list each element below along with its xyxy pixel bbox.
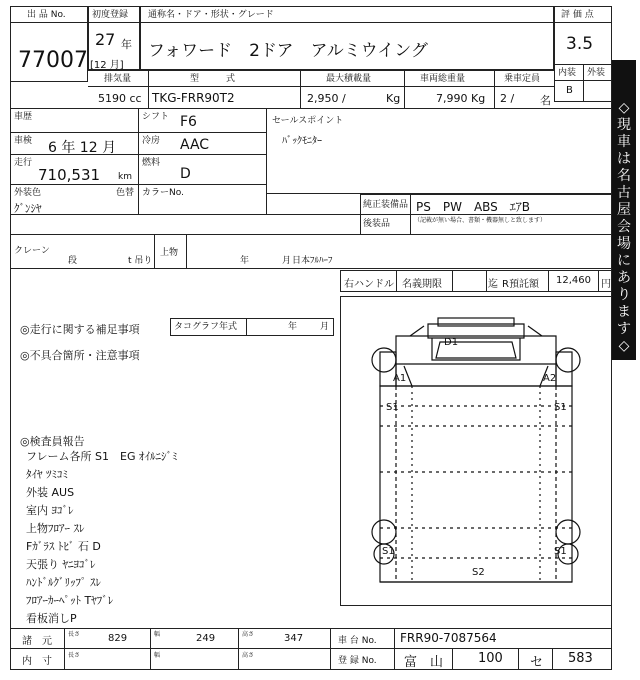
sales-point-box: [266, 108, 612, 194]
overall-grade: 3.5: [566, 34, 594, 54]
fuel-label: 燃料: [142, 158, 161, 168]
height-label: 高さ: [242, 631, 255, 638]
mileage: 710,531: [38, 166, 101, 184]
defect-note-label: ◎不具合箇所・注意事項: [20, 349, 140, 362]
history-label: 車歴: [14, 112, 33, 122]
upper-maker: 日本ﾌﾙﾊｰﾌ: [292, 256, 333, 266]
after-equipment-note: （記載が無い場合、書類・機器無しと致します）: [414, 217, 547, 224]
upper-body-label: 上物: [160, 248, 179, 258]
mileage-unit: km: [118, 172, 132, 182]
ac-label: 冷房: [142, 136, 161, 146]
shift: F6: [180, 114, 197, 130]
tacho-label: タコグラフ年式: [174, 322, 238, 332]
inspector-report-line: 天張り ﾔﾆﾖｺﾞﾚ: [26, 558, 96, 571]
upper-month: 月: [282, 256, 292, 266]
name-change-label: 名義期限: [402, 279, 442, 290]
interior-grade-label: 内装: [558, 68, 577, 78]
tacho-month: 月: [320, 322, 330, 332]
fuel: D: [180, 166, 191, 182]
color-label: 外装色: [14, 188, 42, 198]
exterior-grade-label: 外装: [587, 68, 606, 78]
interior-grade: B: [566, 85, 573, 96]
color-no-label: カラーNo.: [142, 188, 184, 198]
shift-label: シフト: [142, 112, 170, 122]
name-label: 通称名・ドア・形状・グレード: [148, 10, 274, 20]
recycle-amount: 12,460: [556, 275, 591, 286]
after-equipment-label: 後装品: [363, 219, 391, 229]
car-name: フォワード 2ドア アルミウイング: [148, 41, 428, 61]
damage-mark: S1: [554, 546, 567, 557]
location-banner: [612, 60, 636, 360]
spec-label: 諸 元: [22, 636, 52, 647]
inspection: 6 年 12 月: [48, 140, 117, 156]
damage-mark: A1: [393, 373, 407, 384]
right-handle: 右ハンドル: [344, 279, 394, 290]
inspector-report-line: ﾌﾛｱｰｶｰﾍﾟｯﾄ Tﾔﾌﾞﾚ: [26, 594, 114, 607]
inspector-report-list: [26, 448, 178, 628]
driving-note-label: ◎走行に関する補足事項: [20, 323, 140, 336]
first-reg-label: 初度登録: [92, 10, 129, 20]
color: ｸﾞﾝｼﾔ: [14, 202, 42, 215]
model-code: TKG-FRR90T2: [152, 91, 235, 105]
reg-place: 富 山: [404, 655, 444, 670]
color-change-label: 色替: [116, 188, 135, 198]
gross-weight-label: 車両総重量: [420, 74, 466, 84]
recycle-label: R預託額: [502, 279, 539, 290]
sales-point: ﾊﾞｯｸﾓﾆﾀｰ: [282, 136, 322, 147]
upper-year: 年: [240, 256, 250, 266]
capacity: 2 /: [500, 92, 515, 105]
width: 249: [196, 633, 216, 644]
reg-kana: セ: [530, 655, 544, 670]
reg-number: 583: [568, 651, 593, 666]
lot-label: 出 品 No.: [27, 10, 66, 20]
inspector-report-line: 外装 AUS: [26, 486, 75, 499]
inspector-report-label: ◎検査員報告: [20, 435, 85, 448]
reg-year: 27: [95, 30, 116, 49]
mileage-label: 走行: [14, 158, 33, 168]
height: 347: [284, 633, 304, 644]
damage-mark: S1: [386, 402, 399, 413]
std-equipment: PS PW ABS ｴｱB: [416, 200, 531, 214]
interior-width-label: 幅: [154, 652, 161, 659]
max-load: 2,950 /: [307, 92, 346, 105]
crane-label: クレーン: [14, 246, 50, 256]
inspector-report-line: ﾊﾝﾄﾞﾙｸﾞﾘｯﾌﾟ ｽﾚ: [26, 576, 101, 589]
length: 829: [108, 633, 128, 644]
inspector-report-line: フレーム各所 S1 EG ｵｲﾙﾆｼﾞﾐ: [26, 450, 178, 463]
reg-class: 100: [478, 651, 503, 666]
max-load-unit: Kg: [386, 92, 401, 105]
damage-mark: A2: [543, 373, 557, 384]
truck-diagram: [340, 296, 612, 606]
displacement: 5190 cc: [98, 92, 142, 105]
damage-mark: S2: [472, 567, 485, 578]
inspection-label: 車検: [14, 136, 33, 146]
capacity-label: 乗車定員: [504, 74, 541, 84]
reg-month: [12 月]: [90, 60, 124, 71]
ac: AAC: [180, 137, 210, 153]
capacity-unit: 名: [540, 94, 551, 107]
damage-mark: D1: [444, 337, 459, 348]
sales-point-label: セールスポイント: [272, 116, 344, 126]
inspector-report-line: 看板消しP: [26, 612, 77, 625]
crane-stage: 段: [68, 256, 78, 266]
inspector-report-line: 室内 ﾖｺﾞﾚ: [26, 504, 74, 517]
interior-size-label: 内 寸: [22, 656, 52, 667]
length-label: 長さ: [68, 631, 81, 638]
reg-label: 登 録 No.: [338, 656, 377, 666]
inspector-report-line: Fｶﾞﾗｽ ﾄﾋﾞ 石 D: [26, 540, 101, 553]
chassis-number: FRR90-7087564: [400, 631, 497, 645]
location-banner-text: ◇ 現 車 は 名 古 屋 会 場 に あ り ま す ◇: [617, 100, 631, 354]
inspector-report-line: 上物ﾌﾛｱｰ ｽﾚ: [26, 522, 85, 535]
until-label: 迄: [488, 279, 498, 290]
damage-mark: S1: [382, 546, 395, 557]
crane-tons: t 吊り: [128, 256, 153, 266]
model-label: 型 式: [190, 74, 236, 84]
width-label: 幅: [154, 631, 161, 638]
reg-year-unit: 年: [121, 38, 132, 51]
recycle-unit: 円: [601, 279, 611, 290]
grade-label: 評 価 点: [561, 10, 594, 20]
gross-weight: 7,990 Kg: [436, 92, 486, 105]
interior-height-label: 高さ: [242, 652, 255, 659]
std-equipment-label: 純正装備品: [363, 200, 409, 210]
chassis-label: 車 台 No.: [338, 636, 377, 646]
inspector-report-line: ﾀｲﾔ ﾂﾐｺﾐ: [26, 468, 68, 481]
interior-length-label: 長さ: [68, 652, 81, 659]
displacement-label: 排気量: [104, 74, 132, 84]
tacho-year: 年: [288, 322, 298, 332]
lot-number: 77007: [18, 48, 88, 73]
max-load-label: 最大積載量: [326, 74, 372, 84]
damage-mark: S1: [554, 402, 567, 413]
